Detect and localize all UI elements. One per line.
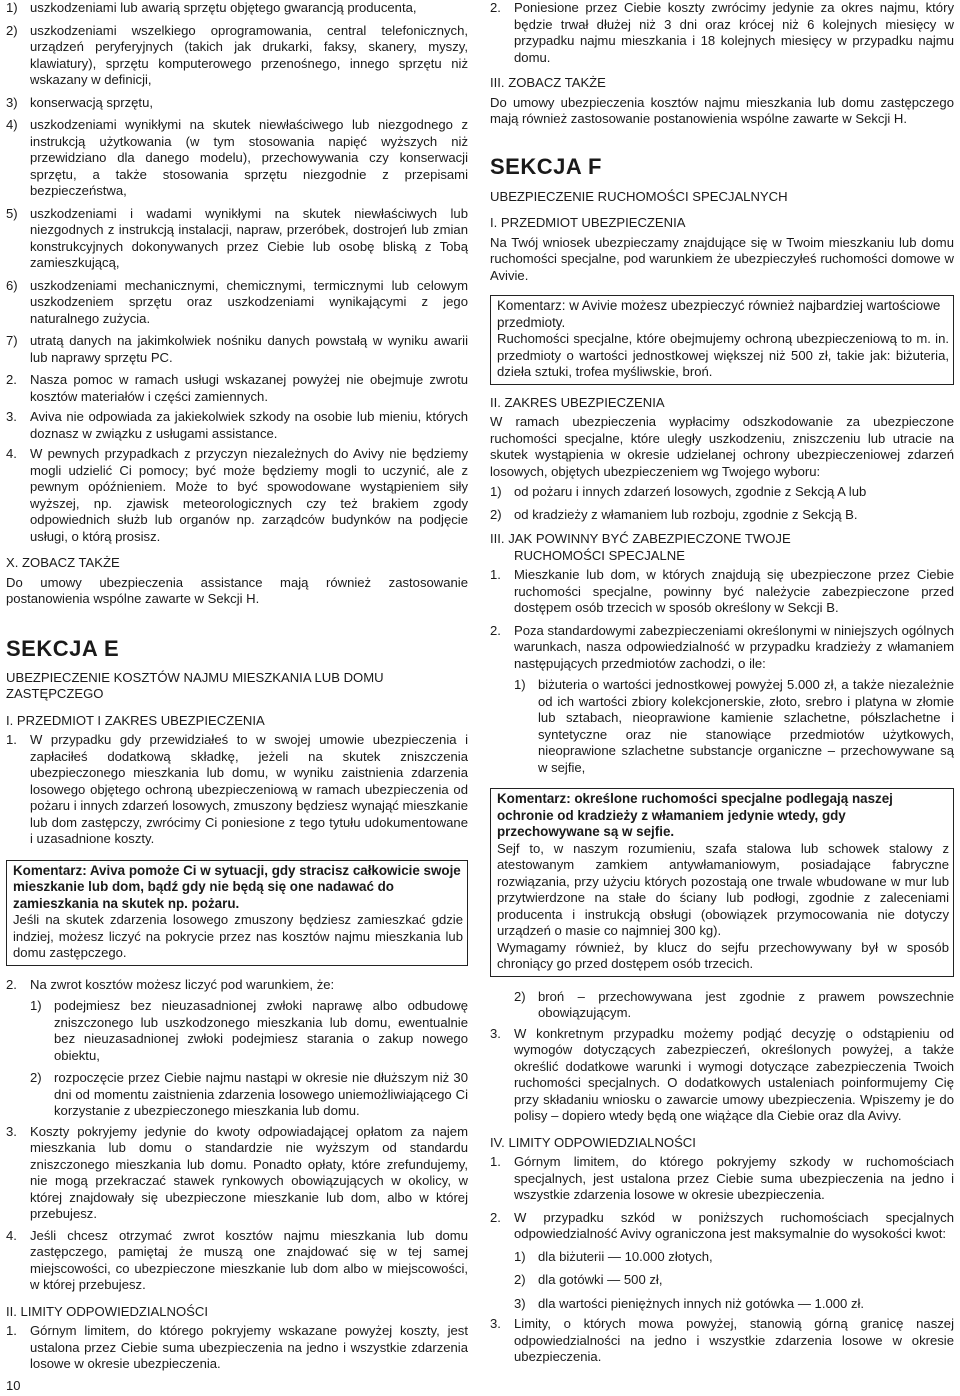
comment-box-f3 — [490, 788, 954, 977]
list-item-text: dla biżuterii — 10.000 złotych, — [538, 1248, 713, 1264]
list-item — [6, 278, 468, 328]
list-item — [490, 567, 954, 617]
list-item-number: 1. — [490, 567, 501, 582]
list-item-text: rozpoczęcie przez Ciebie najmu nastąpi w okresie nie dłuższym niż 30 dni od momentu zaistnienia zdarzenia losowego uniemożliwiającego Ci korzystanie z ubezpieczonego mieszkania lub domu. — [54, 1070, 468, 1118]
list-item-number: 2. — [6, 976, 17, 992]
list-item-text: uszkodzeniami i wadami wynikłymi na skutek niewłaściwych lub niezgodnych z instrukcją instalacji, napraw, przeróbek, dostrojeń lub zmian konstrukcyjnych dokonywanych przez Ciebie lub osobę bliską z Tobą zamieszkującą, — [30, 205, 468, 270]
e34-list — [6, 1124, 468, 1294]
list-item-text: Limity, o których mowa powyżej, stanowią górną granicę naszej odpowiedzialności na jedno i wszystkie zdarzenia losowe w okresie ubezpieczenia. — [514, 1316, 954, 1364]
list-item — [490, 0, 954, 66]
list-item — [6, 95, 468, 112]
list-item-text: W przypadku szkód w poniższych ruchomościach specjalnych odpowiedzialność Avivy ograniczona jest maksymalnie do wysokości kwot: — [514, 1209, 954, 1241]
list-item — [6, 1124, 468, 1223]
list-item-text: W przypadku gdy przewidziałeś to w swojej umowie ubezpieczenia i zapłaciłeś dodatkową składkę, jeżeli na skutek zniszczenia ubezpieczonego mieszkania lub domu, w wyniku zaistnienia zdarzenia losowego objętego ochroną ubezpieczeniową w ramach ubezpieczenia od pożaru i innych zdarzeń losowych, zmuszony będziesz wynająć mieszkanie lub dom zastępczy, zwrócimy Ci poniesione z tego tytułu udokumentowane i uzasadnione koszty. — [30, 732, 468, 846]
comment-box-e-title: Komentarz: Aviva pomoże Ci w sytuacji, gdy stracisz całkowicie swoje mieszkanie lub dom, bądź gdy nie będą się one nadawać do zamieszkania na skutek np. pożaru. — [13, 862, 461, 911]
list-item-text: broń – przechowywana jest zgodnie z prawem powszechnie obowiązującym. — [538, 988, 954, 1020]
list-item-text: od pożaru i innych zdarzeń losowych, zgodnie z Sekcją A lub — [514, 484, 867, 499]
list-item — [6, 23, 468, 89]
list-item — [490, 989, 954, 1022]
f3-sub-1 — [490, 677, 954, 776]
f3-heading-2: RUCHOMOŚCI SPECJALNE — [514, 547, 685, 563]
list-item-number: 4. — [6, 1227, 17, 1243]
list-item — [6, 372, 468, 405]
f3-item-3 — [490, 1026, 954, 1125]
list-item-number: 3. — [490, 1316, 501, 1331]
list-item-number: 1. — [6, 732, 17, 747]
list-item-text: Koszty pokryjemy jedynie do kwoty odpowiadającej opłatom za najem mieszkania lub domu o standardzie nie wyższym od standardu zniszczonego mieszkania lub domu. Ponadto opłaty, które zrefundujemy, nie mogą przekraczać stawek rynkowych obowiązujących w okolicy, w której znajdowały się ubezpieczone mieszkanie lub dom, albo w której przebujesz. — [30, 1123, 468, 1221]
list-item-text: Aviva nie odpowiada za jakiekolwiek szkody na osobie lub mieniu, których doznasz w związku z usługami assistance. — [30, 409, 468, 441]
list-item-text: Nasza pomoc w ramach usługi wskazanej powyżej nie obejmuje zwrotu kosztów materiałów i części zamiennych. — [30, 372, 468, 404]
list-item — [6, 117, 468, 200]
list-item — [6, 1070, 468, 1120]
list-item-text: uszkodzeniami wszelkiego oprogramowania, central telefonicznych, urządzeń peryferyjnych (takich jak drukarki, faksy, skanery, myszy, klawiatury), sprzętu komputerowego przenośnego, innego sprzętu niż wskazany w definicji, — [30, 22, 468, 87]
list-item-text: Górnym limitem, do którego pokryjemy szkody w ruchomościach specjalnych, jest ustalona przez Ciebie suma ubezpieczenia na jedno i wszystkie zdarzenia losowe w okresie ubezpieczenia. — [514, 1154, 954, 1202]
r3-heading: III. ZOBACZ TAKŻE — [490, 75, 606, 90]
f4-item-3 — [490, 1316, 954, 1366]
list-item-number: 4. — [6, 446, 17, 461]
list-item — [490, 484, 954, 501]
list-item-number: 2) — [514, 988, 526, 1004]
e1-item — [6, 732, 468, 848]
f3-heading-1: III. JAK POWINNY BYĆ ZABEZPIECZONE TWOJE — [490, 531, 791, 546]
list-item-text: Górnym limitem, do którego pokryjemy wskazane powyżej koszty, jest ustalona przez Ciebie suma ubezpieczenia na jedno i wszystkie zdarzenia losowe w okresie ubezpieczenia. — [30, 1323, 468, 1371]
e1-heading: I. PRZEDMIOT I ZAKRES UBEZPIECZENIA — [6, 712, 265, 728]
list-item-text: dla wartości pieniężnych innych niż gotówka — 1.000 zł. — [538, 1295, 865, 1311]
list-item-number: 1. — [490, 1154, 501, 1169]
list-item-text: dla gotówki — 500 zł, — [538, 1272, 663, 1287]
list-item-text: uszkodzeniami wynikłymi na skutek niewłaściwego lub niezgodnego z instrukcją użytkowania (w tym stosowania napięć wyższych niż przewidziano dla danego modelu), przechowywania czy konserwacji sprzętu, a także stosowania sprzętu niezgodnie z przepisami bezpieczeństwa, — [30, 117, 468, 198]
comment-box-f1 — [490, 295, 954, 385]
list-item — [490, 623, 954, 673]
right-column — [490, 0, 954, 1366]
list-item — [6, 732, 468, 848]
list-item — [6, 1228, 468, 1294]
section-x-text: Do umowy ubezpieczenia assistance mają również zastosowanie postanowienia wspólne zawarte w Sekcji H. — [6, 574, 468, 606]
list-item-number: 3. — [6, 409, 17, 424]
list-item-text: biżuteria o wartości jednostkowej powyżej 5.000 zł, a także niezależnie od ich wartości zbiory kolekcjonerskie, złoto, srebro i platyna w złomie lub sztabach, nieoprawione kamienie szlachetne, półszlachetne i syntetyczne oraz nie stanowiące przedmiotów użytkowych, nieoprawione szlachetne substancje organiczne – przechowywane są w sejfie, — [538, 677, 954, 775]
list-item-number: 3) — [514, 1295, 526, 1311]
list-item-number: 3. — [6, 1123, 17, 1139]
list-item-number: 2. — [6, 372, 17, 387]
comment-box-f3-title: Komentarz: określone ruchomości specjalne podlegają naszej ochronie od kradzieży z włamaniem jedynie wtedy, gdy przechowywane są w sejfie. — [497, 791, 893, 839]
list-item-number: 4) — [6, 117, 18, 132]
list-item-number: 1) — [30, 998, 42, 1013]
list-item-text: Mieszkanie lub dom, w których znajdują się ubezpieczone przez Ciebie ruchomości specjalne, powinny być należycie zabezpieczone przed dostępem osób trzecich w sposób określony w Sekcji B. — [514, 567, 954, 615]
f2-text: W ramach ubezpieczenia wypłacimy odszkodowanie za ubezpieczone ruchomości specjalne, które uległy uszkodzeniu, zniszczeniu lub utracie na skutek wystąpienia w okresie udzielanej ochrony ubezpieczeniowej zdarzeń losowych, objętych ubezpieczeniem wg Twojego wyboru: — [490, 414, 954, 479]
list-item-text: od kradzieży z włamaniem lub rozboju, zgodnie z Sekcją B. — [514, 506, 858, 522]
left-column — [6, 0, 468, 1373]
list-item-number: 3. — [490, 1025, 501, 1041]
list-item — [490, 1296, 954, 1313]
e2-limits-heading: II. LIMITY ODPOWIEDZIALNOŚCI — [6, 1303, 209, 1319]
list-item-number: 2) — [490, 506, 502, 522]
list-item-number: 5) — [6, 205, 18, 221]
list-item — [6, 409, 468, 442]
list-item — [490, 1272, 954, 1289]
f4-list — [490, 1154, 954, 1243]
list-item-text: Poniesione przez Ciebie koszty zwrócimy jedynie za okres najmu, który będzie trwał dłużej niż 3 dni oraz krócej niż 6 kolejnych miesięcy w przypadku najmu mieszkania i 18 kolejnych miesięcy w przypadku najmu domu. — [514, 0, 954, 65]
list-item — [6, 977, 468, 994]
list-item-text: podejmiesz bez nieuzasadnionej zwłoki naprawę albo odbudowę zniszczonego lub uszkodzonego mieszkania lub domu, ewentualnie bez nieuzasadnionej zwłoki podejmiesz starania o zakup nowego obiektu, — [54, 998, 468, 1063]
f3-sub-2 — [490, 989, 954, 1022]
list-item-number: 1. — [6, 1323, 17, 1338]
comment-box-e-text: Jeśli na skutek zdarzenia losowego zmuszony będziesz zamieszkać gdzie indziej, możesz liczyć na pokrycie przez nas kosztów najmu mieszkania lub domu zastępczego. — [13, 912, 463, 960]
list-item-number: 1) — [514, 1248, 526, 1264]
list-item-number: 2. — [490, 1209, 501, 1225]
comment-box-f3-text1: Sejf to, w naszym rozumieniu, szafa stalowa lub schowek stalowy z atestowanym zamkiem antywłamaniowym, posiadające fabryczne rozwiązania, przy użyciu których pozostają one trwale wbudowane w mur lub przytwierdzone na stałe do ściany lub podłogi, zgodnie z zaleceniami producenta i instrukcją obsługi (obowiązek przymocowania nie dotyczy urządzeń o masie co najmniej 300 kg). — [497, 840, 949, 938]
list-item — [490, 1210, 954, 1243]
comment-box-f1-text: Ruchomości specjalne, które obejmujemy ochroną ubezpieczeniową to m. in. przedmioty o wartości jednostkowej większej niż 500 zł, takie jak: biżuteria, dzieła sztuki, trofea myśliwskie, broń. — [497, 331, 949, 379]
list-item-text: Jeśli chcesz otrzymać zwrot kosztów najmu mieszkania lub domu zastępczego, pamiętaj że muszą one znajdować się w tej samej miejscowości, co ubezpieczone mieszkanie lub dom albo w miejscowości, w której przebujesz. — [30, 1227, 468, 1292]
r2-item — [490, 0, 954, 66]
list-item-text: utratą danych na jakimkolwiek nośniku danych powstałą w wyniku awarii lub naprawy sprzętu PC. — [30, 333, 468, 365]
section-f-subtitle: UBEZPIECZENIE RUCHOMOŚCI SPECJALNYCH — [490, 188, 788, 204]
list-item-text: uszkodzeniami mechanicznymi, chemicznymi, termicznymi lub celowym uszkodzeniem sprzętu oraz uszkodzeniami wynikającymi z jego naturalnego zużycia. — [30, 277, 468, 326]
comment-box-e — [6, 860, 468, 966]
f3-list — [490, 567, 954, 672]
list-item-number: 2) — [514, 1272, 526, 1287]
section-e-title: SEKCJA E — [6, 635, 120, 661]
f1-text: Na Twój wniosek ubezpieczamy znajdujące się w Twoim mieszkaniu lub domu ruchomości specjalne, pod warunkiem że ubezpieczyłeś ruchomości domowe w Avivie. — [490, 234, 954, 283]
f4-heading: IV. LIMITY ODPOWIEDZIALNOŚCI — [490, 1134, 696, 1150]
list-item — [490, 1026, 954, 1125]
e2-sub-list — [6, 998, 468, 1120]
f2-list — [490, 484, 954, 523]
list-item-number: 2. — [490, 622, 501, 638]
f2-heading: II. ZAKRES UBEZPIECZENIA — [490, 394, 665, 410]
list-item — [6, 333, 468, 366]
list-item-number: 3) — [6, 94, 18, 110]
list-item — [6, 206, 468, 272]
comment-box-f1-title: Komentarz: w Avivie możesz ubezpieczyć również najbardziej wartościowe przedmioty. — [497, 298, 941, 330]
list-item-number: 2) — [30, 1070, 42, 1085]
list-item — [490, 1249, 954, 1266]
f4-sub-list — [490, 1249, 954, 1313]
list-item — [6, 1323, 468, 1373]
exclusions-list — [6, 0, 468, 366]
list-item-number: 2. — [490, 0, 501, 15]
list-item-number: 1) — [6, 0, 18, 15]
f1-heading: I. PRZEDMIOT UBEZPIECZENIA — [490, 215, 686, 230]
list-item — [490, 677, 954, 776]
list-item — [6, 0, 468, 17]
list-item-number: 6) — [6, 277, 18, 293]
section-x-heading: X. ZOBACZ TAKŻE — [6, 555, 120, 570]
section-f-title: SEKCJA F — [490, 153, 602, 179]
list-item — [6, 998, 468, 1064]
list-item-number: 1) — [514, 677, 526, 692]
e2-limits-item — [6, 1323, 468, 1373]
page-number: 10 — [6, 1378, 21, 1393]
list-item — [490, 1316, 954, 1366]
list-item-number: 1) — [490, 484, 502, 499]
list-item — [6, 446, 468, 545]
section-e-subtitle: UBEZPIECZENIE KOSZTÓW NAJMU MIESZKANIA LUB DOMU ZASTĘPCZEGO — [6, 669, 384, 701]
list-item-text: Na zwrot kosztów możesz liczyć pod warunkiem, że: — [30, 976, 335, 992]
e2-item — [6, 977, 468, 994]
list-item-number: 2) — [6, 22, 18, 38]
list-item-text: uszkodzeniami lub awarią sprzętu objętego gwarancją producenta, — [30, 0, 417, 15]
list-item-text: W konkretnym przypadku możemy podjąć decyzję o odstąpieniu od wymogów dotyczących zabezpieczeń, określonych powyżej, a także określić dodatkowe warunki i wymogi dotyczące zabezpieczenia Twoich ruchomości specjalnych. O dodatkowych ustaleniach poinformujemy Cię przy składaniu wniosku o zawarcie umowy ubezpieczenia. Wpiszemy je do polisy – dopiero wtedy będą one wiążące dla Ciebie oraz dla Avivy. — [514, 1025, 954, 1123]
list-item-text: Poza standardowymi zabezpieczeniami określonymi w niniejszych ogólnych warunkach, nasza odpowiedzialność w przypadku kradzieży z włamaniem następujących przedmiotów zachodzi, o ile: — [514, 622, 954, 671]
list-item — [490, 507, 954, 524]
comment-box-f3-text2: Wymagamy również, by klucz do sejfu przechowywany był w sposób chroniący go przed dostępem osób trzecich. — [497, 939, 949, 971]
list-item-text: W pewnych przypadkach z przyczyn niezależnych do Avivy nie będziemy mogli udzielić Ci pomocy; być może będziemy mogli to uczynić, ale z pewnym opóźnieniem. Może to być spowodowane wystąpieniem siły wyższej, np. zjawisk meteorologicznych czy też brakiem zgody odpowiednich służb lub organów np. zarządców budynków na podjęcie usługi, o którą prosisz. — [30, 446, 468, 544]
r3-text: Do umowy ubezpieczenia kosztów najmu mieszkania lub domu zastępczego mają również zastosowanie postanowienia wspólne zawarte w Sekcji H. — [490, 94, 954, 126]
list-item — [490, 1154, 954, 1204]
numbered-list — [6, 372, 468, 545]
list-item-number: 7) — [6, 333, 18, 348]
list-item-text: konserwacją sprzętu, — [30, 94, 153, 110]
